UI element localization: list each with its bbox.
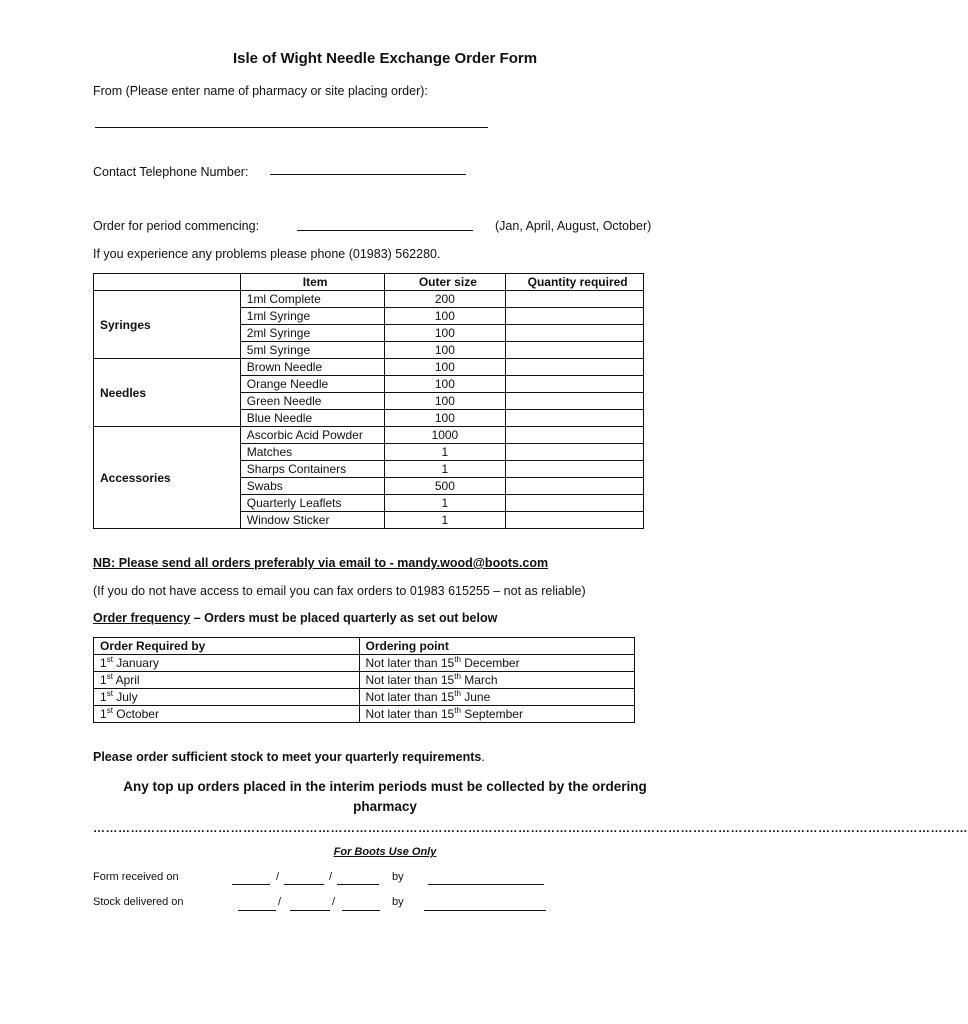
outer-size: 1 <box>384 444 506 461</box>
ordering-point-cell: Not later than 15th September <box>359 706 635 723</box>
order-required-header: Order Required by <box>94 638 360 655</box>
outer-size: 1 <box>384 495 506 512</box>
period-months: (Jan, April, August, October) <box>495 219 652 233</box>
table-row <box>94 359 644 376</box>
group-label-syringes: Syringes <box>94 291 241 359</box>
received-year-field[interactable] <box>337 884 379 885</box>
ordering-point-cell: Not later than 15th March <box>359 672 635 689</box>
delivered-slash-2: / <box>332 896 336 908</box>
stock-delivered-label: Stock delivered on <box>93 896 184 908</box>
outer-size: 100 <box>384 342 506 359</box>
quantity-cell[interactable] <box>506 376 644 393</box>
nb-email-note: NB: Please send all orders preferably via email to - mandy.wood@boots.com <box>93 556 549 570</box>
outer-size: 100 <box>384 410 506 427</box>
item-name: Ascorbic Acid Powder <box>240 427 384 444</box>
table-row <box>94 655 635 672</box>
quantity-cell[interactable] <box>506 461 644 478</box>
outer-size: 100 <box>384 359 506 376</box>
outer-size: 100 <box>384 308 506 325</box>
quantity-cell[interactable] <box>506 495 644 512</box>
item-name: 1ml Complete <box>240 291 384 308</box>
topup-note: Any top up orders placed in the interim periods must be collected by the ordering pharmacy <box>123 779 647 814</box>
table-row <box>94 689 635 706</box>
table-row <box>94 291 644 308</box>
table-row <box>94 672 635 689</box>
item-name: Sharps Containers <box>240 461 384 478</box>
sufficient-stock-note: Please order sufficient stock to meet your quarterly requirements. <box>93 750 485 764</box>
from-field[interactable] <box>95 127 488 128</box>
item-name: Blue Needle <box>240 410 384 427</box>
boots-use-heading: For Boots Use Only <box>333 846 437 858</box>
form-received-label: Form received on <box>93 871 179 883</box>
received-by-label: by <box>392 871 404 883</box>
outer-size: 1 <box>384 512 506 529</box>
delivered-by-label: by <box>392 896 404 908</box>
problems-text: If you experience any problems please phone (01983) 562280. <box>93 247 441 261</box>
outer-size: 1 <box>384 461 506 478</box>
order-required-cell: 1st April <box>94 672 360 689</box>
order-required-cell: 1st October <box>94 706 360 723</box>
delivered-year-field[interactable] <box>342 910 380 911</box>
frequency-header-row <box>94 638 635 655</box>
outer-size: 100 <box>384 393 506 410</box>
ordering-point-cell: Not later than 15th December <box>359 655 635 672</box>
delivered-month-field[interactable] <box>290 910 330 911</box>
item-name: Matches <box>240 444 384 461</box>
received-day-field[interactable] <box>232 884 270 885</box>
quantity-cell[interactable] <box>506 427 644 444</box>
items-table <box>93 273 644 529</box>
item-name: Brown Needle <box>240 359 384 376</box>
quantity-cell[interactable] <box>506 478 644 495</box>
received-slash-2: / <box>329 871 333 883</box>
order-frequency-heading <box>93 611 497 625</box>
frequency-table <box>93 637 635 723</box>
table-row <box>94 706 635 723</box>
quantity-cell[interactable] <box>506 359 644 376</box>
delivered-slash-1: / <box>278 896 282 908</box>
order-required-cell: 1st January <box>94 655 360 672</box>
ordering-point-cell: Not later than 15th June <box>359 689 635 706</box>
quantity-cell[interactable] <box>506 342 644 359</box>
page-title: Isle of Wight Needle Exchange Order Form <box>232 50 538 67</box>
quantity-cell[interactable] <box>506 308 644 325</box>
order-frequency-rest: – Orders must be placed quarterly as set out below <box>190 611 498 625</box>
received-slash-1: / <box>276 871 280 883</box>
item-name: 5ml Syringe <box>240 342 384 359</box>
outer-size: 200 <box>384 291 506 308</box>
table-row <box>94 427 644 444</box>
items-header-row <box>94 274 644 291</box>
delivered-day-field[interactable] <box>238 910 276 911</box>
phone-field[interactable] <box>270 174 466 175</box>
phone-label: Contact Telephone Number: <box>93 165 249 179</box>
item-name: 2ml Syringe <box>240 325 384 342</box>
from-label: From (Please enter name of pharmacy or site placing order): <box>93 84 428 98</box>
delivered-by-field[interactable] <box>424 910 546 911</box>
outer-size: 1000 <box>384 427 506 444</box>
outer-size-header: Outer size <box>384 274 506 291</box>
period-label: Order for period commencing: <box>93 219 260 233</box>
received-month-field[interactable] <box>284 884 324 885</box>
outer-size: 500 <box>384 478 506 495</box>
quantity-cell[interactable] <box>506 410 644 427</box>
fax-note: (If you do not have access to email you can fax orders to 01983 615255 – not as reliable) <box>93 584 586 598</box>
quantity-cell[interactable] <box>506 291 644 308</box>
quantity-cell[interactable] <box>506 393 644 410</box>
quantity-cell[interactable] <box>506 512 644 529</box>
ordering-point-header: Ordering point <box>359 638 635 655</box>
period-field[interactable] <box>297 230 473 231</box>
item-name: Green Needle <box>240 393 384 410</box>
outer-size: 100 <box>384 376 506 393</box>
group-label-accessories: Accessories <box>94 427 241 529</box>
dotted-separator: ………………………………………………………………………………………………………………………………………………………………………………………… <box>93 821 968 835</box>
group-label-needles: Needles <box>94 359 241 427</box>
quantity-header: Quantity required <box>506 274 644 291</box>
quantity-cell[interactable] <box>506 444 644 461</box>
item-name: Swabs <box>240 478 384 495</box>
received-by-field[interactable] <box>428 884 544 885</box>
quantity-cell[interactable] <box>506 325 644 342</box>
item-name: 1ml Syringe <box>240 308 384 325</box>
item-name: Quarterly Leaflets <box>240 495 384 512</box>
item-name: Window Sticker <box>240 512 384 529</box>
group-header <box>94 274 241 291</box>
order-required-cell: 1st July <box>94 689 360 706</box>
order-frequency-title: Order frequency <box>93 611 191 625</box>
item-name: Orange Needle <box>240 376 384 393</box>
outer-size: 100 <box>384 325 506 342</box>
item-header: Item <box>240 274 384 291</box>
